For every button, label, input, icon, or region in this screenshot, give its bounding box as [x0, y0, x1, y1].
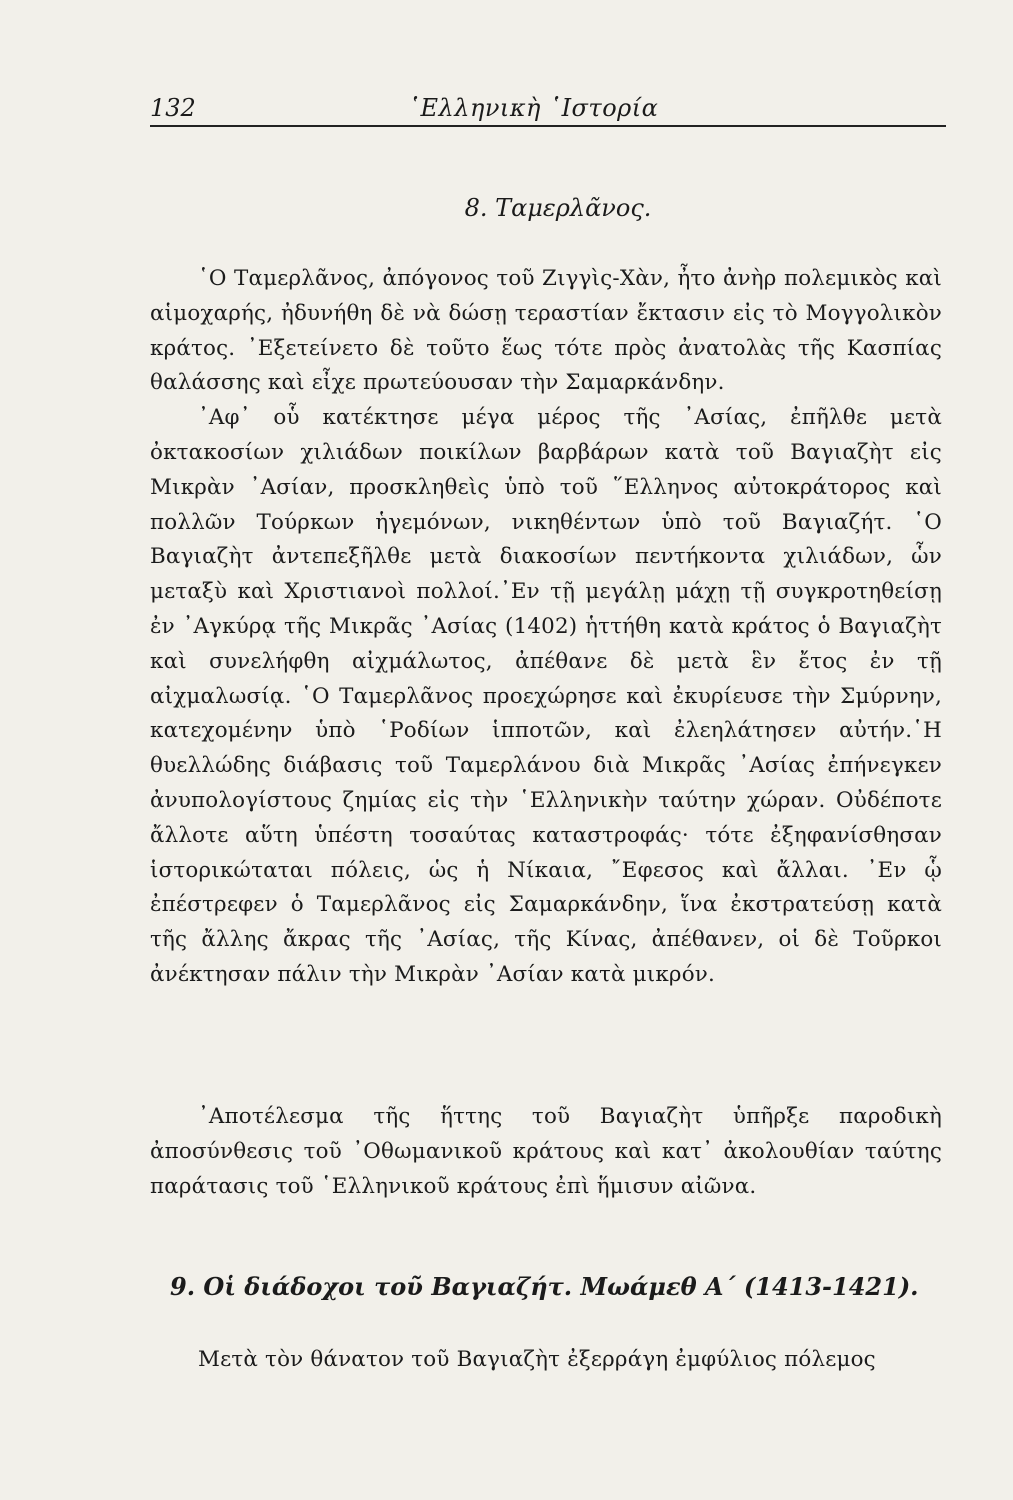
page-number: 132 — [150, 94, 196, 122]
header-rule — [150, 125, 946, 127]
paragraph: Μετὰ τὸν θάνατον τοῦ Βαγιαζὴτ ἐξερράγη ἐμφύλιος πόλεμος — [198, 1347, 876, 1372]
paragraph: ῾Ο Ταμερλᾶνος, ἀπόγονος τοῦ Ζιγγὶς-Χὰν, ἦτο ἀνὴρ πολεμικὸς καὶ αἱμοχαρής, ἠδυνήθη δὲ νὰ δώσῃ τεραστίαν ἔκτασιν εἰς τὸ Μογγολικὸν κράτος. ᾿Εξετείνετο δὲ τοῦτο ἕως τότε πρὸς ἀνατολὰς τῆς Κασπίας θαλάσσης καὶ εἶχε πρωτεύουσαν τὴν Σαμαρκάνδην. — [150, 266, 942, 396]
paragraph: ᾿Αφ᾿ οὗ κατέκτησε μέγα μέρος τῆς ᾿Ασίας, ἐπῆλθε μετὰ ὀκτακοσίων χιλιάδων ποικίλων βαρβάρων κατὰ τοῦ Βαγιαζὴτ εἰς Μικρὰν ᾿Ασίαν, προσκληθεὶς ὑπὸ τοῦ ῞Ελληνος αὐτοκράτορος καὶ πολλῶν Τούρκων ἡγεμόνων, νικηθέντων ὑπὸ τοῦ Βαγιαζήτ. ῾Ο Βαγιαζὴτ ἀντεπεξῆλθε μετὰ διακοσίων πεντήκοντα χιλιάδων, ὧν μεταξὺ καὶ Χριστιανοὶ πολλοί.᾿Εν τῇ μεγάλῃ μάχῃ τῇ συγκροτηθείσῃ ἐν ᾿Αγκύρᾳ τῆς Μικρᾶς ᾿Ασίας (1402) ἡττήθη κατὰ κράτος ὁ Βαγιαζὴτ καὶ συνελήφθη αἰχμάλωτος, ἀπέθανε δὲ μετὰ ἓν ἔτος ἐν τῇ αἰχμαλωσίᾳ. ῾Ο Ταμερλᾶνος προεχώρησε καὶ ἐκυρίευσε τὴν Σμύρνην, κατεχομένην ὑπὸ ῾Ροδίων ἱπποτῶν, καὶ ἐλεηλάτησεν αὐτήν.῾Η θυελλώδης διάβασις τοῦ Ταμερλάνου διὰ Μικρᾶς ᾿Ασίας ἐπήνεγκεν ἀνυπολογίστους ζημίας εἰς τὴν ῾Ελληνικὴν ταύτην χώραν. Οὐδέποτε ἄλλοτε αὕτη ὑπέστη τοσαύτας καταστροφάς· τότε ἐξηφανίσθησαν ἱστορικώταται πόλεις, ὡς ἡ Νίκαια, ῎Εφεσος καὶ ἄλλαι. ᾿Εν ᾧ ἐπέστρεφεν ὁ Ταμερλᾶνος εἰς Σαμαρκάνδην, ἵνα ἐκστρατεύσῃ κατὰ τῆς ἄλλης ἄκρας τῆς ᾿Ασίας, τῆς Κίνας, ἀπέθανεν, οἱ δὲ Τοῦρκοι ἀνέκτησαν πάλιν τὴν Μικρὰν ᾿Ασίαν κατὰ μικρόν. — [150, 405, 942, 987]
section-heading-8: 8. Ταμερλᾶνος. — [464, 194, 652, 222]
section-heading-9: 9. Οἱ διάδοχοι τοῦ Βαγιαζήτ. Μωάμεθ Α΄ (1413-1421). — [170, 1272, 919, 1301]
page-header — [150, 92, 946, 126]
running-title: ῾Ελληνικὴ ῾Ιστορία — [408, 94, 659, 122]
section-9-body — [150, 1343, 942, 1378]
paragraph: ᾿Αποτέλεσμα τῆς ἥττης τοῦ Βαγιαζὴτ ὑπῆρξε παροδικὴ ἀποσύνθεσις τοῦ ᾿Οθωμανικοῦ κράτους καὶ κατ᾿ ἀκολουθίαν ταύτης παράτασις τοῦ ῾Ελληνικοῦ κράτους ἐπὶ ἥμισυν αἰῶνα. — [150, 1104, 942, 1199]
section-8-conclusion — [150, 1100, 942, 1204]
section-8-body — [150, 262, 942, 993]
